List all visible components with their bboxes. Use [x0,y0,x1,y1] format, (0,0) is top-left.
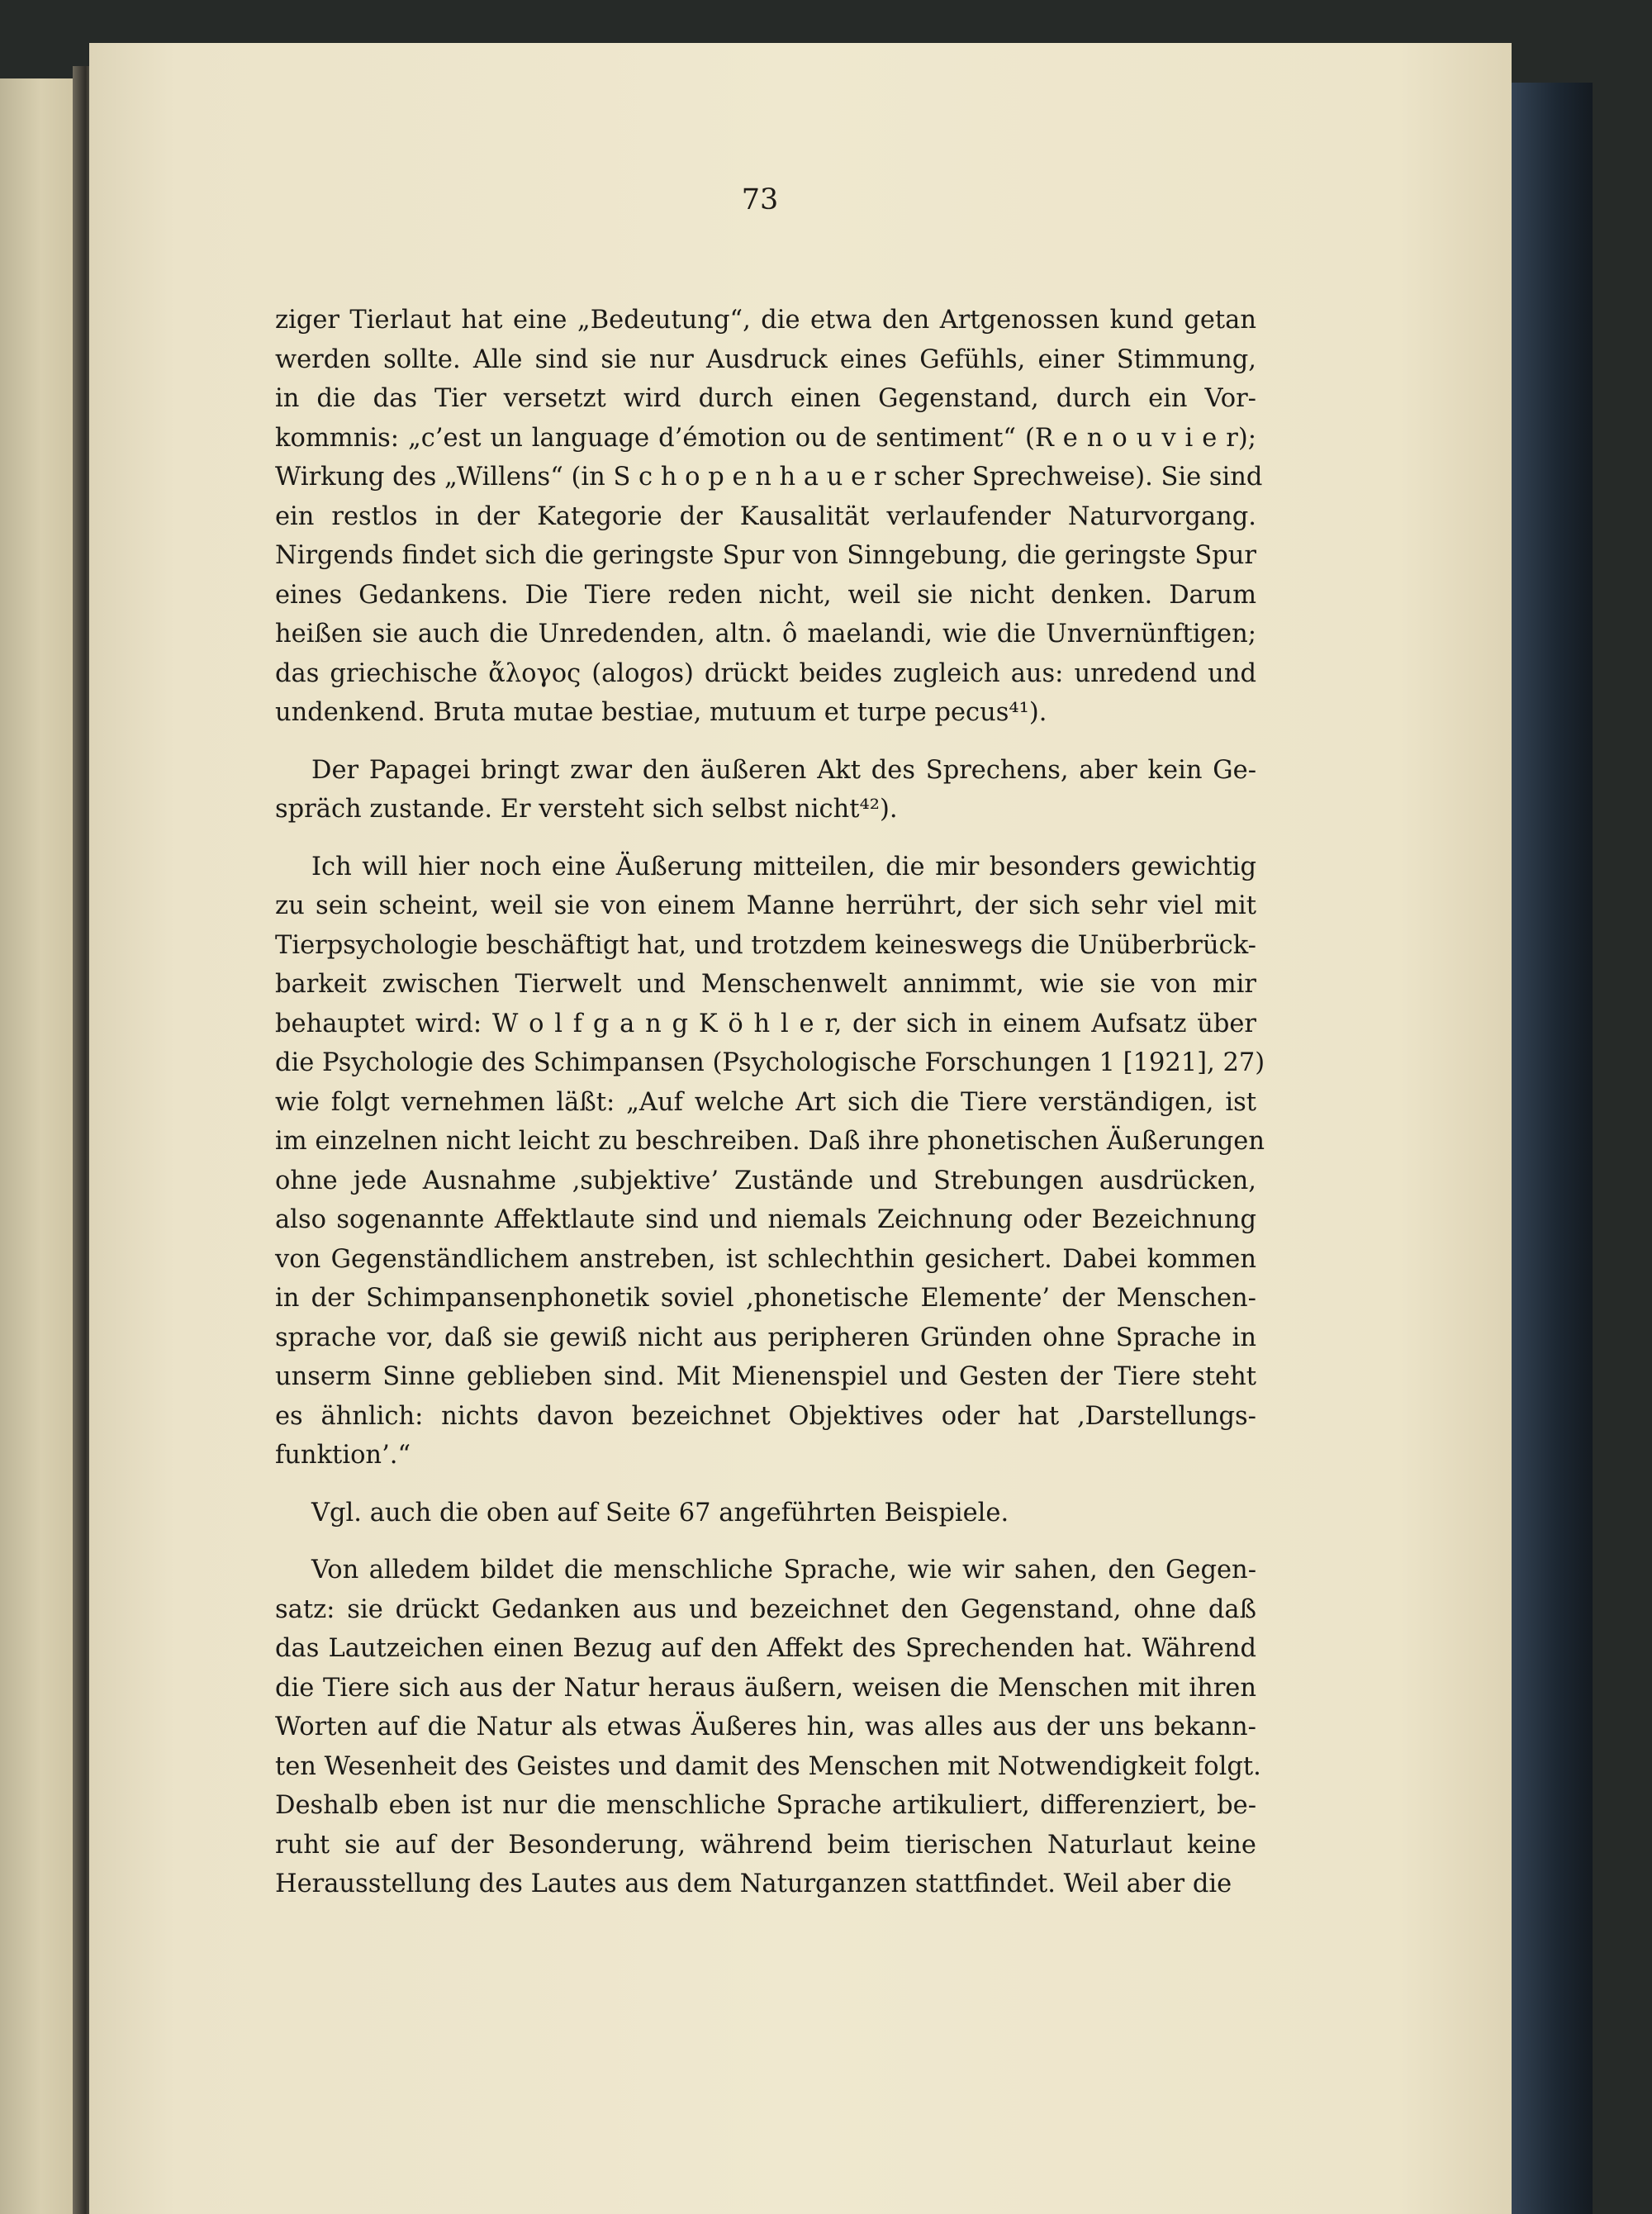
text-line: zu sein scheint, weil sie von einem Manne herrührt, der sich sehr viel mit [275,891,1256,920]
paragraph [275,848,1265,1475]
text-line: die Psychologie des Schimpansen (Psychologische Forschungen 1 [1921], 27) [275,1048,1265,1077]
text-line: also sogenannte Affektlaute sind und niemals Zeichnung oder Bezeichnung [275,1205,1256,1234]
text-line: Ich will hier noch eine Äußerung mitteilen, die mir besonders gewichtig [311,852,1256,881]
paragraph [275,301,1263,733]
text-line: heißen sie auch die Unredenden, altn. ô maelandi, wie die Unvernünftigen; [275,620,1256,649]
body-text [275,301,1265,1922]
text-line: Deshalb eben ist nur die menschliche Sprache artikuliert, differenziert, be- [275,1791,1256,1820]
text-line: ohne jede Ausnahme ‚subjektive’ Zustände und Strebungen ausdrücken, [275,1166,1256,1195]
text-line: Vgl. auch die oben auf Seite 67 angeführten Beispiele. [311,1498,1009,1527]
text-line: Der Papagei bringt zwar den äußeren Akt des Sprechens, aber kein Ge- [311,755,1256,785]
book-cover-edge [1502,83,1593,2214]
text-line: funktion’.“ [275,1441,411,1470]
text-line: spräch zustande. Er versteht sich selbst nicht⁴²). [275,795,898,824]
text-line: in der Schimpansenphonetik soviel ‚phonetische Elemente’ der Menschen- [275,1284,1256,1313]
text-line: Tierpsychologie beschäftigt hat, und trotzdem keineswegs die Unüberbrück- [275,930,1256,960]
paragraph [275,751,1256,829]
text-line: eines Gedankens. Die Tiere reden nicht, weil sie nicht denken. Darum [275,580,1256,610]
text-line: von Gegenständlichem anstreben, ist schlechthin gesichert. Dabei kommen [275,1244,1256,1274]
text-line: Herausstellung des Lautes aus dem Naturganzen stattfindet. Weil aber die [275,1870,1232,1898]
text-line: Von alledem bildet die menschliche Sprache, wie wir sahen, den Gegen- [311,1556,1256,1584]
text-line: undenkend. Bruta mutae bestiae, mutuum et turpe pecus⁴¹). [275,698,1047,727]
text-line: behauptet wird: W o l f g a n g K ö h l e r, der sich in einem Aufsatz über [275,1009,1256,1038]
text-line: satz: sie drückt Gedanken aus und bezeichnet den Gegenstand, ohne daß [275,1594,1256,1624]
text-line: das Lautzeichen einen Bezug auf den Affekt des Sprechenden hat. Während [275,1634,1256,1663]
text-line: ten Wesenheit des Geistes und damit des Menschen mit Notwendigkeit folgt. [275,1751,1261,1781]
text-line: barkeit zwischen Tierwelt und Menschenwelt annimmt, wie sie von mir [275,970,1256,999]
paragraph [275,1494,1256,1533]
text-line: wie folgt vernehmen läßt: „Auf welche Art sich die Tiere verständigen, ist [275,1087,1256,1117]
text-line: werden sollte. Alle sind sie nur Ausdruck eines Gefühls, einer Stimmung, [275,344,1256,374]
text-line: Worten auf die Natur als etwas Äußeres hin, was alles aus der uns bekann- [275,1713,1256,1741]
text-line: ruht sie auf der Besonderung, während beim tierischen Naturlaut keine [275,1830,1256,1860]
text-line: es ähnlich: nichts davon bezeichnet Objektives oder hat ‚Darstellungs- [275,1401,1256,1431]
text-line: in die das Tier versetzt wird durch einen Gegenstand, durch ein Vor- [275,384,1256,413]
text-line: kommnis: „c’est un language d’émotion ou de sentiment“ (R e n o u v i e r); [275,423,1256,453]
text-line: ein restlos in der Kategorie der Kausalität verlaufender Naturvorgang. [275,501,1256,531]
text-line: Wirkung des „Willens“ (in S c h o p e n h a u e r scher Sprechweise). Sie sind [275,463,1263,492]
text-line: das griechische ἄλογος (alogos) drückt beides zugleich aus: unredend und [275,658,1256,688]
text-line: im einzelnen nicht leicht zu beschreiben. Daß ihre phonetischen Äußerungen [275,1127,1265,1156]
page-number: 73 [741,183,779,216]
text-line: Nirgends findet sich die geringste Spur von Sinngebung, die geringste Spur [275,541,1256,570]
text-line: sprache vor, daß sie gewiß nicht aus peripheren Gründen ohne Sprache in [275,1323,1256,1352]
paragraph [275,1551,1261,1904]
text-line: die Tiere sich aus der Natur heraus äußern, weisen die Menschen mit ihren [275,1673,1256,1703]
text-line: ziger Tierlaut hat eine „Bedeutung“, die etwa den Artgenossen kund getan [275,306,1256,335]
text-line: unserm Sinne geblieben sind. Mit Mienenspiel und Gesten der Tiere steht [275,1362,1256,1391]
